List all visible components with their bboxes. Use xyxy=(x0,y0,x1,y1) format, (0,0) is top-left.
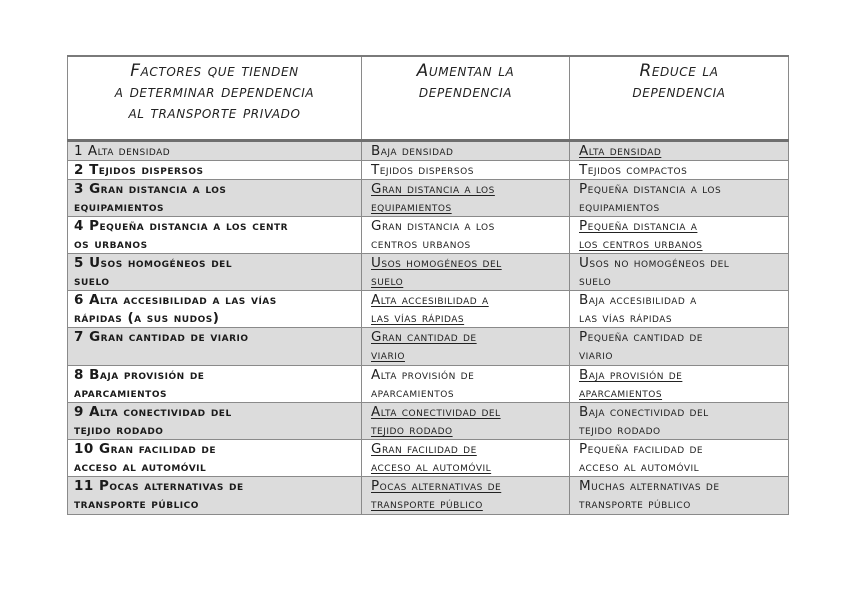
aumentan-cell xyxy=(362,477,570,515)
aumentan-cell-line: Usos homogéneos del xyxy=(371,255,502,271)
table-row xyxy=(68,217,789,254)
header-reduce-line-1: Reduce la xyxy=(639,61,719,81)
table-row xyxy=(68,291,789,328)
factor-cell-line: rápidas (a sus nudos) xyxy=(74,310,220,326)
table-row xyxy=(68,440,789,477)
aumentan-cell-line: Gran facilidad de xyxy=(371,441,477,457)
reduce-cell-line: Baja provisión de xyxy=(579,367,683,383)
reduce-cell-line: tejido rodado xyxy=(579,422,661,438)
factor-cell-line: aparcamientos xyxy=(74,385,167,401)
factor-cell xyxy=(68,161,362,180)
factor-cell xyxy=(68,291,362,328)
factor-cell xyxy=(68,141,362,161)
reduce-cell-line: Pequeña facilidad de xyxy=(579,441,704,457)
reduce-cell-line: los centros urbanos xyxy=(579,236,703,252)
aumentan-cell xyxy=(362,217,570,254)
header-reduce xyxy=(570,56,789,141)
table-body xyxy=(68,141,789,515)
reduce-cell-line: Baja accesibilidad a xyxy=(579,292,697,308)
header-row xyxy=(68,56,789,141)
table-row xyxy=(68,254,789,291)
aumentan-cell-line: Baja densidad xyxy=(371,143,454,159)
reduce-cell-line: las vías rápidas xyxy=(579,310,673,326)
aumentan-cell-line: Alta conectividad del xyxy=(371,404,501,420)
factor-cell-line: equipamientos xyxy=(74,199,164,215)
factor-cell xyxy=(68,254,362,291)
reduce-cell-line: transporte público xyxy=(579,496,691,512)
factor-cell xyxy=(68,440,362,477)
aumentan-cell xyxy=(362,254,570,291)
header-aumentan-line-1: Aumentan la xyxy=(416,61,515,81)
aumentan-cell-line: centros urbanos xyxy=(371,236,471,252)
reduce-cell xyxy=(570,217,789,254)
reduce-cell xyxy=(570,180,789,217)
dependency-factors-table xyxy=(67,55,789,515)
reduce-cell-line: equipamientos xyxy=(579,199,660,215)
table-row xyxy=(68,328,789,366)
reduce-cell xyxy=(570,366,789,403)
factor-cell xyxy=(68,403,362,440)
aumentan-cell-line: Gran cantidad de xyxy=(371,329,477,345)
factor-cell-line: 1 Alta densidad xyxy=(74,143,171,159)
table-row xyxy=(68,180,789,217)
aumentan-cell-line: Gran distancia a los xyxy=(371,181,495,197)
reduce-cell-line: Muchas alternativas de xyxy=(579,478,720,494)
factor-cell xyxy=(68,217,362,254)
factor-cell-line: 9 Alta conectividad del xyxy=(74,404,232,420)
aumentan-cell xyxy=(362,440,570,477)
factor-cell-line: 11 Pocas alternativas de xyxy=(74,478,244,494)
factor-cell-line: transporte público xyxy=(74,496,199,512)
header-factores-line-2: a determinar dependencia xyxy=(114,82,315,102)
aumentan-cell-line: tejido rodado xyxy=(371,422,453,438)
reduce-cell-line: aparcamientos xyxy=(579,385,663,401)
reduce-cell xyxy=(570,291,789,328)
factor-cell-line: suelo xyxy=(74,273,110,289)
factor-cell-line: 10 Gran facilidad de xyxy=(74,441,217,457)
reduce-cell xyxy=(570,161,789,180)
aumentan-cell xyxy=(362,403,570,440)
aumentan-cell-line: Pocas alternativas de xyxy=(371,478,502,494)
table-header xyxy=(68,56,789,141)
factor-cell-line: 2 Tejidos dispersos xyxy=(74,162,204,178)
aumentan-cell xyxy=(362,180,570,217)
reduce-cell xyxy=(570,440,789,477)
factor-cell xyxy=(68,328,362,366)
aumentan-cell xyxy=(362,161,570,180)
reduce-cell-line: acceso al automóvil xyxy=(579,459,700,475)
table-row xyxy=(68,403,789,440)
factor-cell-line: tejido rodado xyxy=(74,422,164,438)
factor-cell-line: os urbanos xyxy=(74,236,148,252)
factor-cell-line: 4 Pequeña distancia a los centr xyxy=(74,218,289,234)
header-aumentan-line-2: dependencia xyxy=(418,82,513,102)
factor-cell-line: 7 Gran cantidad de viario xyxy=(74,329,249,345)
reduce-cell-line: Alta densidad xyxy=(579,143,662,159)
aumentan-cell-line: aparcamientos xyxy=(371,385,455,401)
table-row xyxy=(68,161,789,180)
reduce-cell xyxy=(570,403,789,440)
aumentan-cell xyxy=(362,291,570,328)
table-row xyxy=(68,366,789,403)
reduce-cell-line: Pequeña distancia a xyxy=(579,218,698,234)
factor-cell-line: 6 Alta accesibilidad a las vías xyxy=(74,292,277,308)
header-reduce-line-2: dependencia xyxy=(632,82,726,102)
table-row xyxy=(68,477,789,515)
factor-cell-line: 3 Gran distancia a los xyxy=(74,181,227,197)
factor-cell xyxy=(68,477,362,515)
factor-cell xyxy=(68,366,362,403)
aumentan-cell-line: transporte público xyxy=(371,496,483,512)
factor-cell-line: 5 Usos homogéneos del xyxy=(74,255,233,271)
aumentan-cell-line: Gran distancia a los xyxy=(371,218,495,234)
reduce-cell-line: viario xyxy=(579,347,613,363)
aumentan-cell xyxy=(362,141,570,161)
aumentan-cell-line: Alta accesibilidad a xyxy=(371,292,489,308)
factor-cell-line: 8 Baja provisión de xyxy=(74,367,205,383)
aumentan-cell-line: Alta provisión de xyxy=(371,367,475,383)
aumentan-cell-line: suelo xyxy=(371,273,404,289)
aumentan-cell-line: Tejidos dispersos xyxy=(371,162,474,178)
aumentan-cell-line: viario xyxy=(371,347,405,363)
header-factores xyxy=(68,56,362,141)
reduce-cell-line: Usos no homogéneos del xyxy=(579,255,730,271)
header-factores-line-3: al transporte privado xyxy=(128,103,301,123)
reduce-cell-line: suelo xyxy=(579,273,612,289)
header-aumentan xyxy=(362,56,570,141)
reduce-cell-line: Baja conectividad del xyxy=(579,404,709,420)
aumentan-cell-line: las vías rápidas xyxy=(371,310,465,326)
factor-cell-line: acceso al automóvil xyxy=(74,459,207,475)
reduce-cell-line: Tejidos compactos xyxy=(579,162,688,178)
aumentan-cell-line: acceso al automóvil xyxy=(371,459,492,475)
reduce-cell xyxy=(570,328,789,366)
factor-cell xyxy=(68,180,362,217)
reduce-cell-line: Pequeña distancia a los xyxy=(579,181,722,197)
aumentan-cell xyxy=(362,366,570,403)
reduce-cell xyxy=(570,477,789,515)
reduce-cell xyxy=(570,141,789,161)
header-factores-line-1: Factores que tienden xyxy=(130,61,299,81)
aumentan-cell-line: equipamientos xyxy=(371,199,452,215)
table-row xyxy=(68,141,789,161)
reduce-cell-line: Pequeña cantidad de xyxy=(579,329,703,345)
aumentan-cell xyxy=(362,328,570,366)
reduce-cell xyxy=(570,254,789,291)
